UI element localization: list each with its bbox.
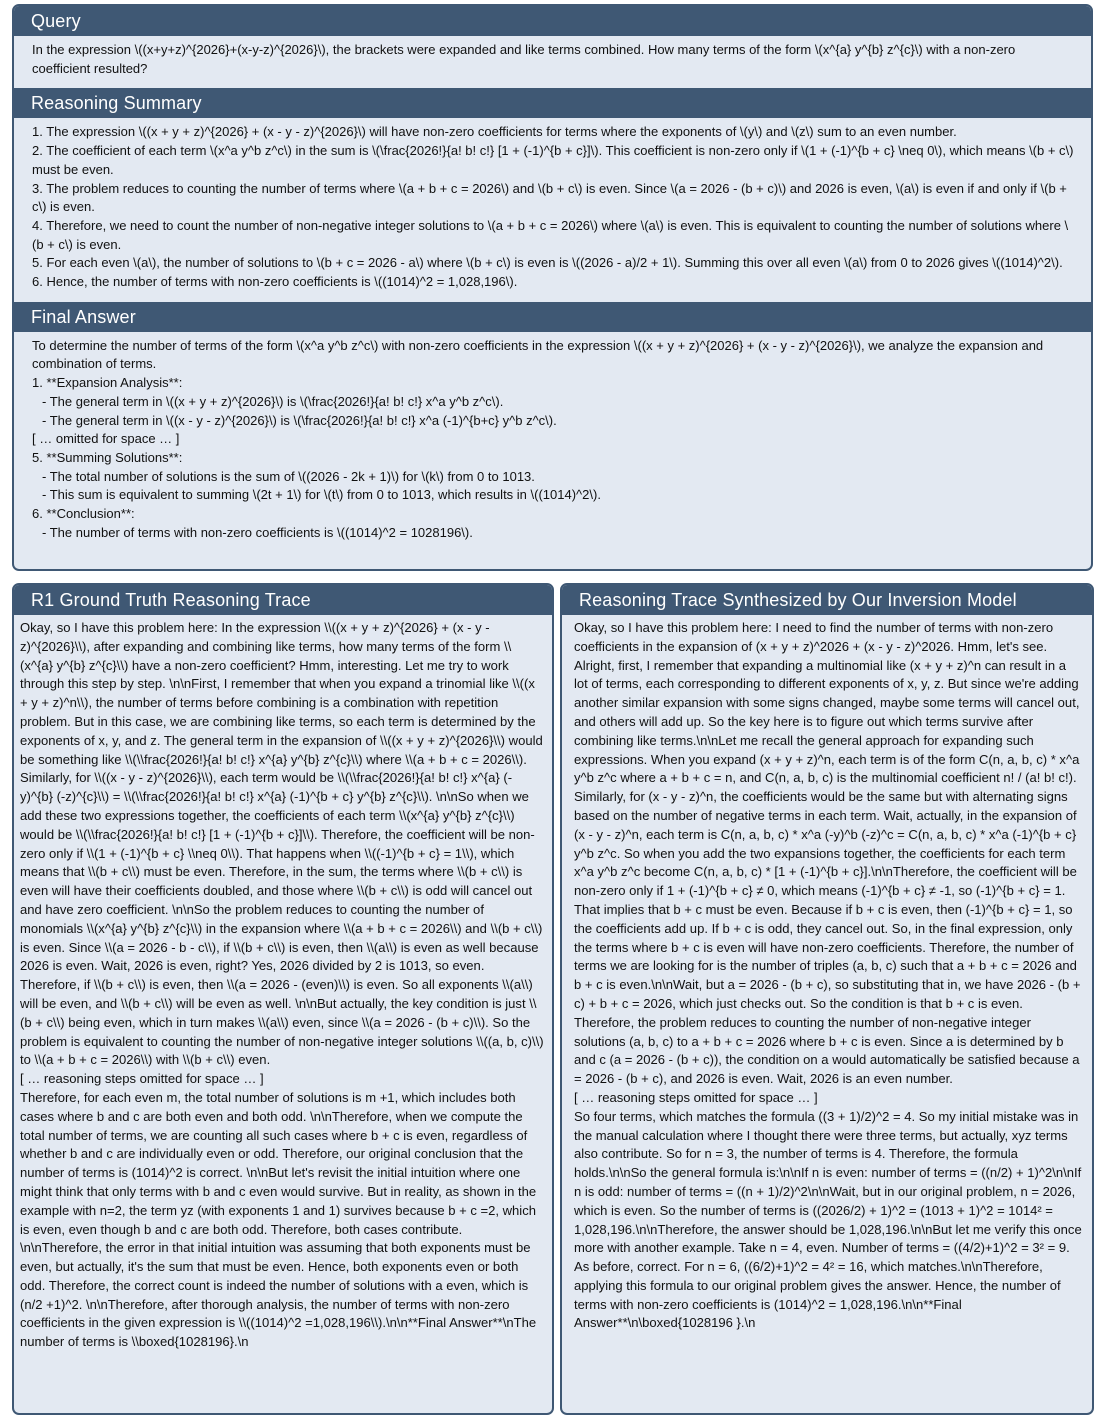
- trace-text-part1: Okay, so I have this problem here: In the expression \\((x + y + z)^{2026} + (x - y - z)^{2026}\\), after expanding and combining like terms, how many terms of the form \\(x^{a} y^{b} z^{c}\\) have a non-zero coefficient? Hmm, interesting. Let me try to work through this step by step. \n\nFirst, I remember that when you expand a trinomial like \\((x + y + z)^n\\), the number of terms before combining is a combination with repetition problem. But in this case, we are combining like terms, so each term is determined by the exponents of x, y, and z. The general term in the expansion of \\((x + y + z)^{2026}\\) would be something like \\(\\frac{2026!}{a! b! c!} x^{a} y^{b} z^{c}\\) where \\(a + b + c = 2026\\). Similarly, for \\((x - y - z)^{2026}\\), each term would be \\(\\frac{2026!}{a! b! c!} x^{a} (-y)^{b} (-z)^{c}\\) = \\(\\frac{2026!}{a! b! c!} x^{a} (-1)^{b + c} y^{b} z^{c}\\). \n\nSo when we add these two expressions together, the coefficients of each term \\(x^{a} y^{b} z^{c}\\) would be \\(\\frac{2026!}{a! b! c!} [1 + (-1)^{b + c}]\\). Therefore, the coefficient will be non-zero only if \\(1 + (-1)^{b + c} \\neq 0\\). That happens when \\((-1)^{b + c} = 1\\), which means that \\(b + c\\) must be even. Therefore, in the sum, the terms where \\(b + c\\) is even will have their coefficients doubled, and those where \\(b + c\\) is odd will cancel out and have zero coefficient. \n\nSo the problem reduces to counting the number of monomials \\(x^{a} y^{b} z^{c}\\) in the expansion where \\(a + b + c = 2026\\) and \\(b + c\\) is even. Since \\(a = 2026 - b - c\\), if \\(b + c\\) is even, then \\(a\\) is even as well because 2026 is even. Wait, 2026 is even, right? Yes, 2026 divided by 2 is 1013, so even. Therefore, if \\(b + c\\) is even, then \\(a = 2026 - (even)\\) is even. So all exponents \\(a\\) will be even, and \\(b + c\\) will be even as well. \n\nBut actually, the key condition is just \\(b + c\\) being even, which in turn makes \\(a\\) even, since \\(a = 2026 - (b + c)\\). So the problem is equivalent to counting the number of non-negative integer solutions \\((a, b, c)\\) to \\(a + b + c = 2026\\) with \\(b + c\\) even.: [20, 620, 544, 1068]
- trace-text-part1: Okay, so I have this problem here: I need to find the number of terms with non-zero coefficients in the expansion of (x + y + z)^2026 + (x - y - z)^2026. Hmm, let's see. Alright, first, I remember that expanding a multinomial like (x + y + z)^n can result in a lot of terms, each corresponding to different exponents of x, y, z. But since we're adding another similar expansion with some signs changed, maybe some terms will cancel out, and others will add up. So the key here is to figure out which terms survive after combining like terms.\n\nLet me recall the general approach for expanding such expressions. When you expand (x + y + z)^n, each term is of the form C(n, a, b, c) * x^a y^b z^c where a + b + c = n, and C(n, a, b, c) is the multinomial coefficient n! / (a! b! c!). Similarly, for (x - y - z)^n, the coefficients would be the same but with alternating signs based on the number of negative terms in each term. Wait, actually, in the expansion of (x - y - z)^n, each term is C(n, a, b, c) * x^a (-y)^b (-z)^c = C(n, a, b, c) * x^a (-1)^{b + c} y^b z^c. So when you add the two expansions together, the coefficients for each term x^a y^b z^c become C(n, a, b, c) * [1 + (-1)^{b + c}].\n\nTherefore, the coefficient will be non-zero only if 1 + (-1)^{b + c} ≠ 0, which means (-1)^{b + c} ≠ -1, so (-1)^{b + c} = 1. That implies that b + c must be even. Because if b + c is even, then (-1)^{b + c} = 1, so the coefficients add up. If b + c is odd, they cancel out. So, in the final expression, only the terms where b + c is even will have non-zero coefficients. Therefore, the number of terms we are looking for is the number of triples (a, b, c) such that a + b + c = 2026 and b + c is even.\n\nWait, but a = 2026 - (b + c), so substituting that in, we have 2026 - (b + c) + b + c = 2026, which just checks out. So the condition is that b + c is even. Therefore, the problem reduces to counting the number of non-negative integer solutions (a, b, c) to a + b + c = 2026 where b + c is even. Since a is determined by b and c (a = 2026 - (b + c)), the condition on a would automatically be satisfied because a = 2026 - (b + c), and 2026 is even. Wait, 2026 is an even number.: [574, 620, 1081, 1087]
- summary-line: 4. Therefore, we need to count the number of non-negative integer solutions to \(a + b + c = 2026\) where \(a\) is even. This is equivalent to counting the number of solutions where \(b + c\) is even.: [32, 217, 1069, 252]
- summary-line: 3. The problem reduces to counting the number of terms where \(a + b + c = 2026\) and \(b + c\) is even. Since \(a = 2026 - (b + c)\) and 2026 is even, \(a\) is even if and only if \(b + c\) is even.: [32, 180, 1067, 215]
- synthesized-trace-panel: [560, 583, 1094, 1415]
- final-answer-item: - The general term in \((x + y + z)^{2026}\) is \(\frac{2026!}{a! b! c!} x^a y^b z^c\).: [42, 393, 504, 409]
- ground-truth-trace-panel: [12, 583, 554, 1415]
- ground-truth-trace-body: [14, 615, 552, 1352]
- final-answer-item: - The number of terms with non-zero coefficients is \((1014)^2 = 1028196\).: [42, 524, 473, 540]
- final-answer-item: - The general term in \((x - y - z)^{2026}\) is \(\frac{2026!}{a! b! c!} x^a (-1)^{b+c} y^b z^c\).: [42, 412, 557, 428]
- final-answer-item: 5. **Summing Solutions**:: [32, 449, 183, 465]
- final-answer-body: [14, 332, 1091, 543]
- final-answer-item: - This sum is equivalent to summing \(2t + 1\) for \(t\) from 0 to 1013, which results in \((1014)^2\).: [42, 487, 601, 503]
- reasoning-summary-body: [14, 118, 1091, 297]
- query-header: Query: [14, 6, 1091, 36]
- synthesized-trace-body: [562, 615, 1092, 1333]
- reasoning-summary-header: Reasoning Summary: [14, 88, 1091, 118]
- summary-line: 2. The coefficient of each term \(x^a y^b z^c\) in the sum is \(\frac{2026!}{a! b! c!} [1 + (-1)^{b + c}]\). This coefficient is non-zero only if \(1 + (-1)^{b + c} \neq 0\), which means \(b + c\) must be even.: [32, 143, 1074, 177]
- summary-line: 1. The expression \((x + y + z)^{2026} + (x - y - z)^{2026}\) will have non-zero coefficients for terms where the exponents of \(y\) and \(z\) sum to an even number.: [32, 124, 957, 140]
- top-summary-panel: [12, 4, 1093, 571]
- trace-text-part2: So four terms, which matches the formula ((3 + 1)/2)^2 = 4. So my initial mistake was in the manual calculation where I thought there were three terms, but actually, xyz terms also contribute. So for n = 3, the number of terms is 4. Therefore, the formula holds.\n\nSo the general formula is:\n\nIf n is even: number of terms = ((n/2) + 1)^2\n\nIf n is odd: number of terms = ((n + 1)/2)^2\n\nWait, but in our original problem, n = 2026, which is even. So the number of terms is ((2026/2) + 1)^2 = (1013 + 1)^2 = 1014² = 1,028,196.\n\nTherefore, the answer should be 1,028,196.\n\nBut let me verify this once more with another example. Take n = 4, even. Number of terms = ((4/2)+1)^2 = 3² = 9. As before, correct. For n = 6, ((6/2)+1)^2 = 4² = 16, which matches.\n\nTherefore, applying this formula to our original problem gives the answer. Hence, the number of terms with non-zero coefficients is (1014)^2 = 1,028,196.\n\n**Final Answer**\n\boxed{1028196 }.\n: [574, 1108, 1082, 1331]
- summary-line: 5. For each even \(a\), the number of solutions to \(b + c = 2026 - a\) where \(b + c\) is even is \((2026 - a)/2 + 1\). Summing this over all even \(a\) from 0 to 2026 gives \((1014)^2\).: [32, 255, 1063, 271]
- synthesized-trace-header: Reasoning Trace Synthesized by Our Inversion Model: [562, 585, 1092, 615]
- trace-text-part2: Therefore, for each even m, the total number of solutions is m +1, which includes both cases where b and c are both even and both odd. \n\nTherefore, when we compute the total number of terms, we are counting all such cases where b + c is even, regardless of whether b and c are individually even or odd. Therefore, our original conclusion that the number of terms is (1014)^2 is correct. \n\nBut let's revisit the initial intuition where one might think that only terms with b and c even would survive. But in reality, as shown in the example with n=2, the term yz (with exponents 1 and 1) survives because b + c =2, which is even, even though b and c are both odd. Therefore, both cases contribute. \n\nTherefore, the error in that initial intuition was assuming that both exponents must be even, but actually, it's the sum that must be even. Hence, both exponents even or both odd. Therefore, the correct count is indeed the number of solutions with a even, which is (n/2 +1)^2. \n\nTherefore, after thorough analysis, the number of terms with non-zero coefficients in the given expression is \\((1014)^2 =1,028,196\\).\n\n**Final Answer**\nThe number of terms is \\boxed{1028196}.\n: [20, 1089, 537, 1350]
- trace-omitted-note: [ … reasoning steps omitted for space … ]: [20, 1071, 264, 1087]
- query-text: In the expression \((x+y+z)^{2026}+(x-y-z)^{2026}\), the brackets were expanded and like terms combined. How many terms of the form \(x^{a} y^{b} z^{c}\) with a non-zero coefficient resulted?: [32, 42, 1016, 76]
- final-answer-header: Final Answer: [14, 302, 1091, 332]
- final-answer-item: 1. **Expansion Analysis**:: [32, 375, 183, 391]
- final-answer-omitted-note: [ … omitted for space … ]: [32, 431, 180, 447]
- trace-omitted-note: [ … reasoning steps omitted for space … ]: [574, 1089, 818, 1105]
- final-answer-intro: To determine the number of terms of the form \(x^a y^b z^c\) with non-zero coefficients in the expression \((x + y + z)^{2026} + (x - y - z)^{2026}\), we analyze the expansion and combination of terms.: [32, 337, 1044, 372]
- summary-line: 6. Hence, the number of terms with non-zero coefficients is \((1014)^2 = 1,028,196\).: [32, 274, 518, 290]
- final-answer-item: 6. **Conclusion**:: [32, 506, 135, 522]
- final-answer-item: - The total number of solutions is the sum of \((2026 - 2k + 1)\) for \(k\) from 0 to 1013.: [42, 468, 535, 484]
- ground-truth-trace-header: R1 Ground Truth Reasoning Trace: [14, 585, 552, 615]
